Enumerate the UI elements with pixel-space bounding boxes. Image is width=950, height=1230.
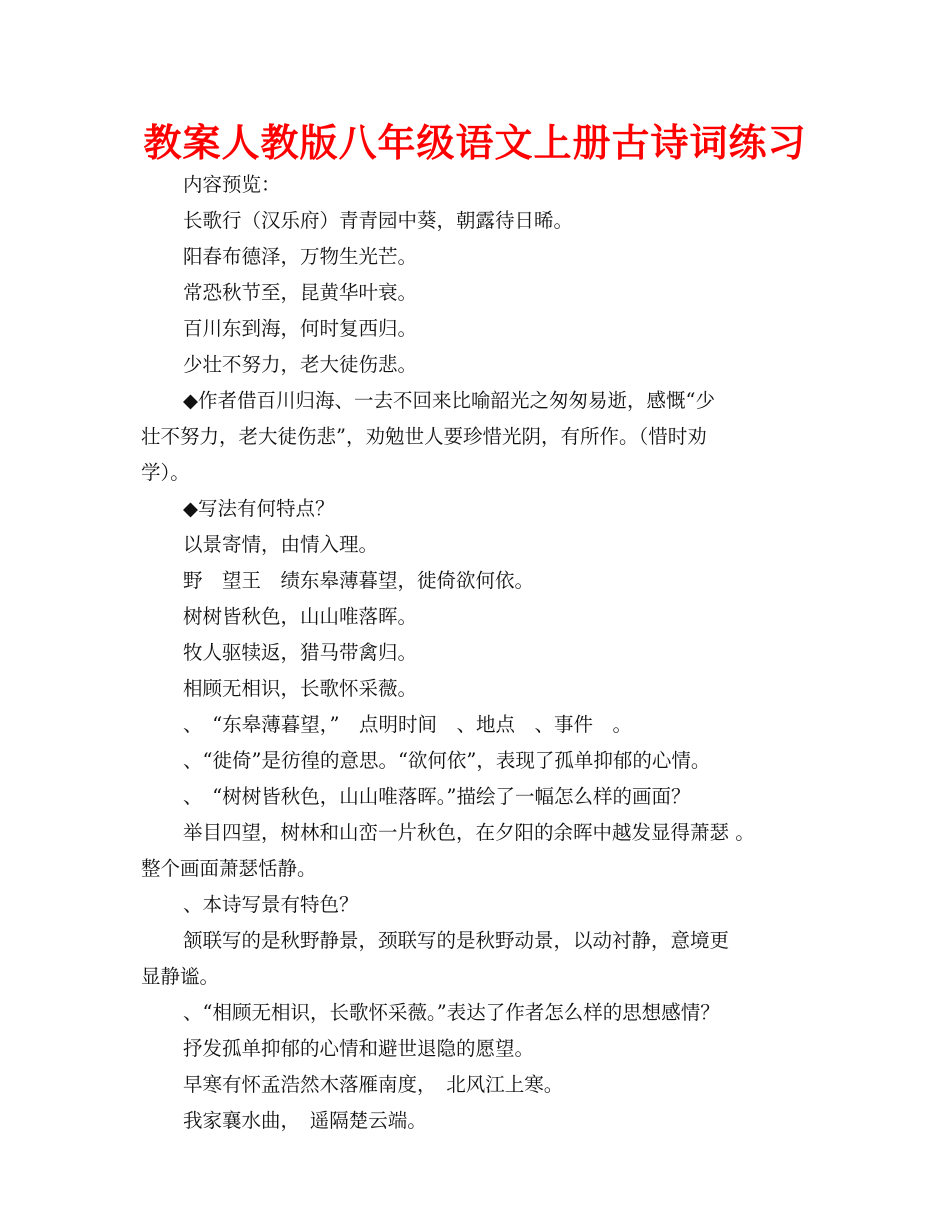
text-line: 、“徙倚”是彷徨的意思。“欲何依”，表现了孤单抑郁的心情。 xyxy=(183,749,711,772)
document-title: 教案人教版八年级语文上册古诗词练习 xyxy=(143,121,807,165)
text-line: 颔联写的是秋野静景，颈联写的是秋野动景，以动衬静，意境更 xyxy=(183,929,730,952)
text-line: 牧人驱犊返，猎马带禽归。 xyxy=(183,641,418,664)
text-line: 常恐秋节至，昆黄华叶衰。 xyxy=(183,281,418,304)
text-line: ◆写法有何特点？ xyxy=(183,497,335,520)
text-line: 举目四望，树林和山峦一片秋色，在夕阳的余晖中越发显得萧瑟 。 xyxy=(183,821,755,844)
text-line: 学）。 xyxy=(141,461,190,484)
text-line: ◆作者借百川归海、一去不回来比喻韶光之匆匆易逝，感慨“少 xyxy=(183,389,715,412)
text-line: 显静谧。 xyxy=(141,965,220,988)
text-line: 壮不努力，老大徒伤悲”，劝勉世人要珍惜光阴，有所作。（惜时劝 xyxy=(141,425,707,448)
text-line: 抒发孤单抑郁的心情和避世退隐的愿望。 xyxy=(183,1037,535,1060)
text-line: 、 “树树皆秋色，山山唯落晖。”描绘了一幅怎么样的画面？ xyxy=(183,785,691,808)
text-line: 以景寄情，由情入理。 xyxy=(183,533,379,556)
text-line: 少壮不努力，老大徒伤悲。 xyxy=(183,353,418,376)
text-line: 百川东到海，何时复西归。 xyxy=(183,317,418,340)
text-line: 早寒有怀孟浩然木落雁南度， 北风江上寒。 xyxy=(183,1073,564,1096)
text-line: 野 望王 绩东皋薄暮望，徙倚欲何依。 xyxy=(183,569,535,592)
text-line: 我家襄水曲， 遥隔楚云端。 xyxy=(183,1109,427,1132)
text-line: 相顾无相识，长歌怀采薇。 xyxy=(183,677,418,700)
text-line: 内容预览： xyxy=(183,173,281,196)
text-line: 、 “东皋薄暮望，” 点明时间 、地点 、事件 。 xyxy=(183,713,632,736)
text-line: 、本诗写景有特色？ xyxy=(183,893,359,916)
text-line: 阳春布德泽，万物生光芒。 xyxy=(183,245,418,268)
text-line: 整个画面萧瑟恬静。 xyxy=(141,857,317,880)
text-line: 长歌行（汉乐府）青青园中葵，朝露待日晞。 xyxy=(183,209,574,232)
text-line: 、“相顾无相识，长歌怀采薇。”表达了作者怎么样的思想感情？ xyxy=(183,1001,720,1024)
text-line: 树树皆秋色，山山唯落晖。 xyxy=(183,605,418,628)
document-body xyxy=(141,167,825,1139)
